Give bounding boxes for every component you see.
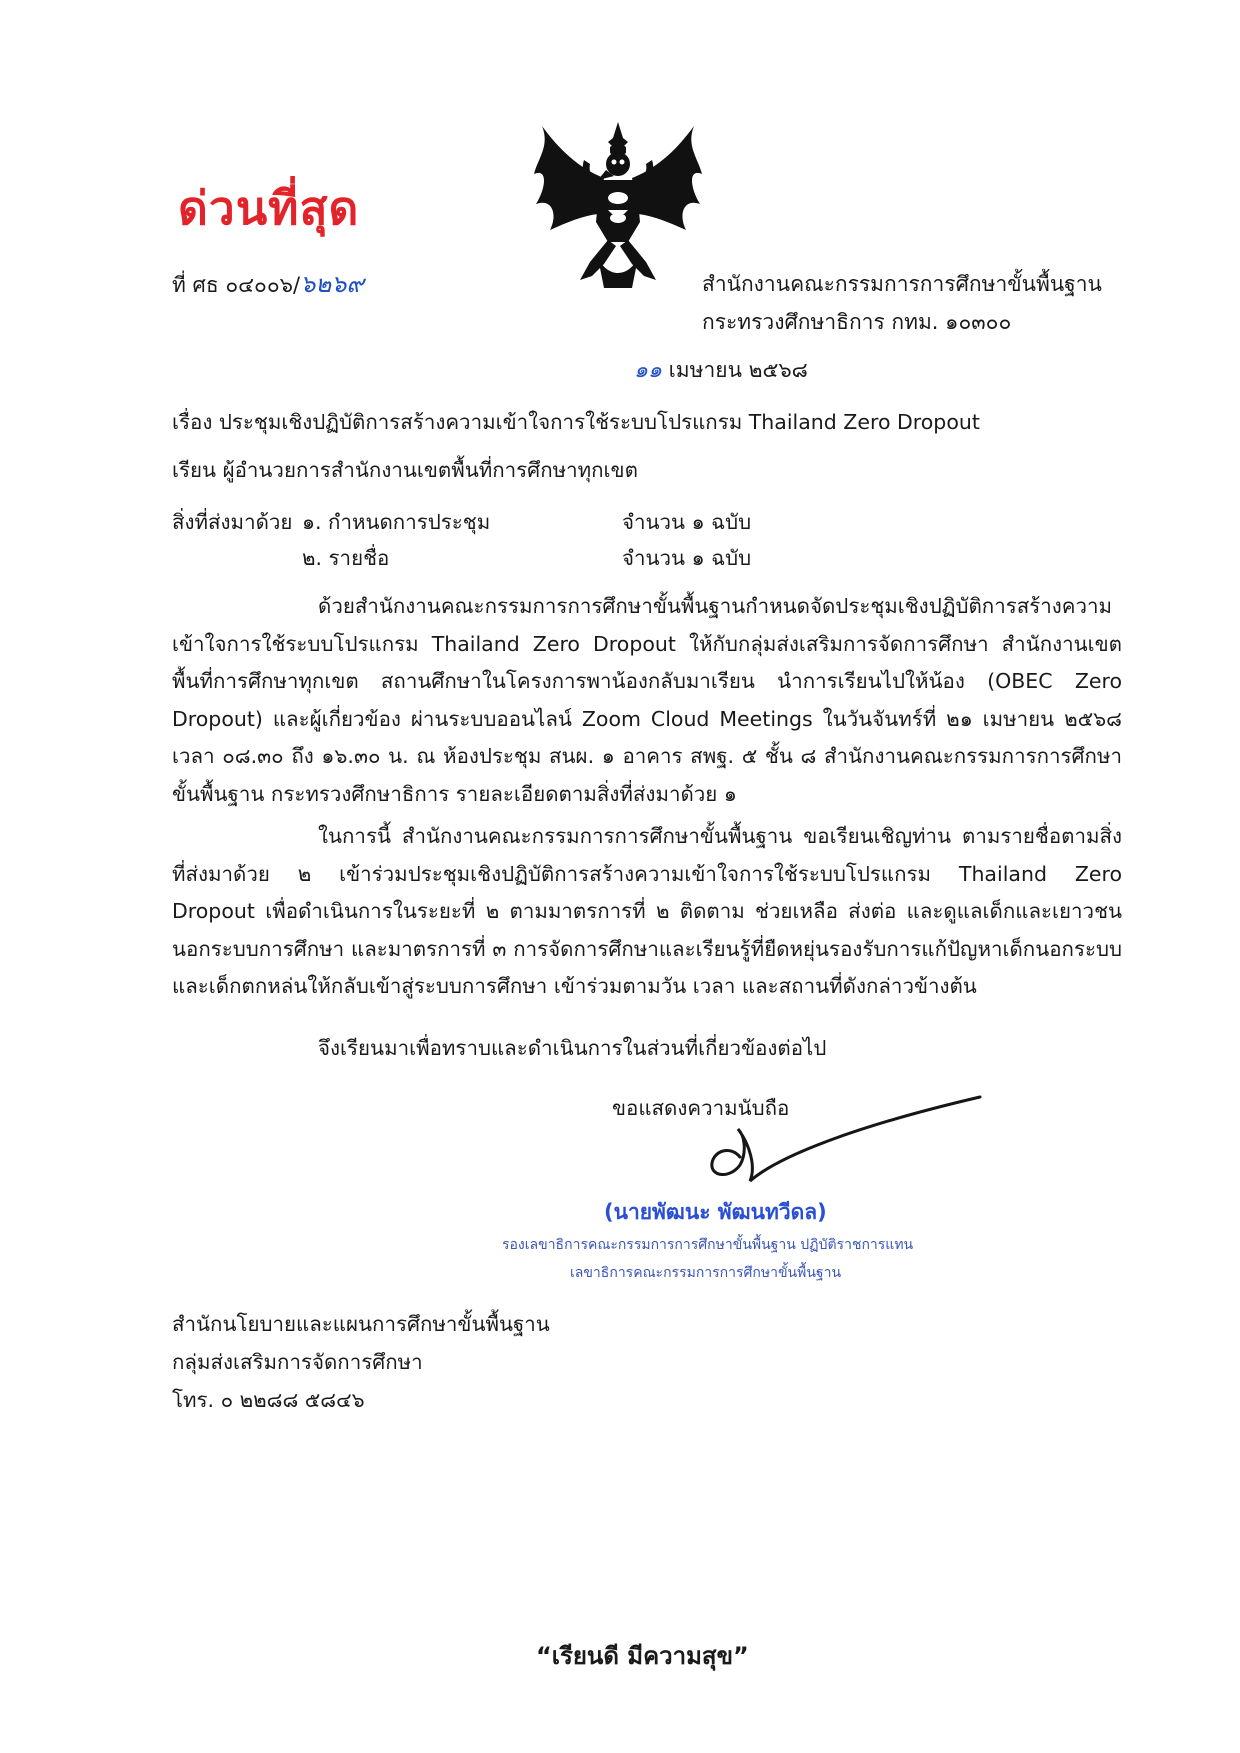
body-paragraph-1: ด้วยสำนักงานคณะกรรมการการศึกษาขั้นพื้นฐานกำหนดจัดประชุมเชิงปฏิบัติการสร้างความเข้าใจการใช้ระบบโปรแกรม Thailand Zero Dropout ให้กับกลุ่มส่งเสริมการจัดการศึกษา สำนักงานเขตพื้นที่การศึกษาทุกเขต สถานศึกษาในโครงการพาน้องกลับมาเรียน นำการเรียนไปให้น้อง (OBEC Zero Dropout) และผู้เกี่ยวข้อง ผ่านระบบออนไลน์ Zoom Cloud Meetings ในวันจันทร์ที่ ๒๑ เมษายน ๒๕๖๘ เวลา ๐๘.๓๐ ถึง ๑๖.๓๐ น. ณ ห้องประชุม สนผ. ๑ อาคาร สพฐ. ๕ ชั้น ๘ สำนักงานคณะกรรมการการศึกษาขั้นพื้นฐาน กระทรวงศึกษาธิการ รายละเอียดตามสิ่งที่ส่งมาด้วย ๑ bbox=[172, 594, 1122, 806]
salutation: ขอแสดงความนับถือ bbox=[612, 1096, 790, 1120]
subject-label: เรื่อง bbox=[172, 410, 213, 434]
subject-line bbox=[172, 404, 980, 441]
urgency-stamp: ด่วนที่สุด bbox=[178, 181, 360, 235]
footer-motto: “เรียนดี มีความสุข” bbox=[536, 1642, 749, 1670]
signatory-title-2: เลขาธิการคณะกรรมการการศึกษาขั้นพื้นฐาน bbox=[570, 1265, 842, 1281]
recipient-line bbox=[172, 452, 638, 489]
enclosures-label: สิ่งที่ส่งมาด้วย bbox=[172, 510, 293, 534]
recipient-text: ผู้อำนวยการสำนักงานเขตพื้นที่การศึกษาทุกเขต bbox=[222, 458, 638, 482]
enclosure-item-qty: จำนวน ๑ ฉบับ bbox=[622, 546, 752, 570]
signatory-name: (นายพัฒนะ พัฒนทวีดล) bbox=[604, 1200, 827, 1224]
recipient-label: เรียน bbox=[172, 458, 217, 482]
handwritten-signature bbox=[690, 1085, 990, 1190]
issuer-line-1: สำนักงานคณะกรรมการการศึกษาขั้นพื้นฐาน bbox=[702, 272, 1102, 296]
contact-group: กลุ่มส่งเสริมการจัดการศึกษา bbox=[172, 1350, 423, 1374]
reference-prefix: ที่ ศธ ๐๔๐๐๖/ bbox=[172, 273, 301, 297]
closing-sentence: จึงเรียนมาเพื่อทราบและดำเนินการในส่วนที่เกี่ยวข้องต่อไป bbox=[318, 1036, 827, 1060]
enclosure-item-qty: จำนวน ๑ ฉบับ bbox=[622, 510, 752, 534]
date-month-year: เมษายน ๒๕๖๘ bbox=[668, 358, 808, 382]
enclosure-item-name: ๒. รายชื่อ bbox=[302, 546, 390, 570]
reference-number bbox=[172, 270, 364, 299]
letter-date bbox=[634, 356, 808, 385]
body-paragraph-2: ในการนี้ สำนักงานคณะกรรมการการศึกษาขั้นพื้นฐาน ขอเรียนเชิญท่าน ตามรายชื่อตามสิ่งที่ส่งมาด้วย ๒ เข้าร่วมประชุมเชิงปฏิบัติการสร้างความเข้าใจการใช้ระบบโปรแกรม Thailand Zero Dropout เพื่อดำเนินการในระยะที่ ๒ ตามมาตรการที่ ๒ ติดตาม ช่วยเหลือ ส่งต่อ และดูแลเด็กและเยาวชนนอกระบบการศึกษา และมาตรการที่ ๓ การจัดการศึกษาและเรียนรู้ที่ยืดหยุ่นรองรับการแก้ปัญหาเด็กนอกระบบและเด็กตกหล่นให้กลับเข้าสู่ระบบการศึกษา เข้าร่วมตามวัน เวลา และสถานที่ดังกล่าวข้างต้น bbox=[172, 824, 1122, 998]
signatory-title-1: รองเลขาธิการคณะกรรมการการศึกษาขั้นพื้นฐาน ปฏิบัติราชการแทน bbox=[502, 1237, 914, 1253]
contact-phone: โทร. ๐ ๒๒๘๘ ๕๘๔๖ bbox=[172, 1388, 365, 1412]
issuer-line-2: กระทรวงศึกษาธิการ กทม. ๑๐๓๐๐ bbox=[702, 310, 1012, 334]
contact-office: สำนักนโยบายและแผนการศึกษาขั้นพื้นฐาน bbox=[172, 1312, 550, 1336]
reference-handwritten-number: ๖๒๖๙ bbox=[300, 270, 364, 298]
date-day-handwritten: ๑๑ bbox=[634, 358, 662, 383]
subject-text: ประชุมเชิงปฏิบัติการสร้างความเข้าใจการใช้ระบบโปรแกรม Thailand Zero Dropout bbox=[218, 410, 980, 434]
enclosure-item-name: ๑. กำหนดการประชุม bbox=[302, 510, 491, 534]
garuda-emblem-icon bbox=[528, 118, 708, 293]
